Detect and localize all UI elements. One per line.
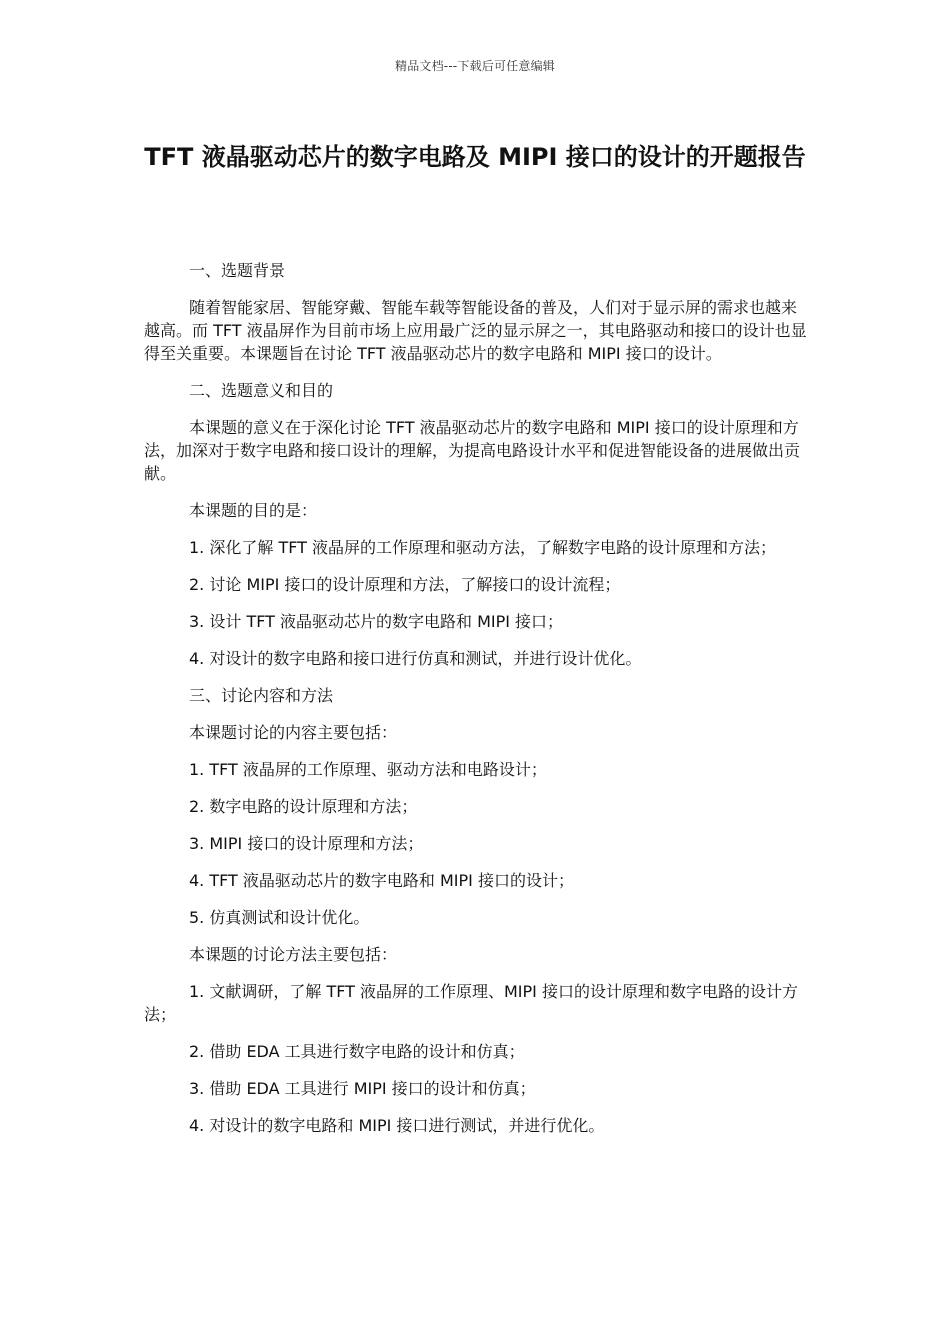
goal-item-4: 4. 对设计的数字电路和接口进行仿真和测试，并进行设计优化。 [189, 649, 642, 668]
goal-item-3: 3. 设计 TFT 液晶驱动芯片的数字电路和 MIPI 接口； [189, 612, 564, 631]
paragraph-background: 随着智能家居、智能穿戴、智能车载等智能设备的普及，人们对于显示屏的需求也越来越高。而 TFT 液晶屏作为目前市场上应用最广泛的显示屏之一，其电路驱动和接口的设计也显得至关重要。本课题旨在讨论 TFT 液晶驱动芯片的数字电路和 MIPI 接口的设计。 [144, 298, 807, 363]
paragraph-content-intro: 本课题讨论的内容主要包括： [189, 723, 398, 742]
goal-item-2: 2. 讨论 MIPI 接口的设计原理和方法，了解接口的设计流程； [189, 575, 621, 594]
method-item-1: 1. 文献调研，了解 TFT 液晶屏的工作原理、MIPI 接口的设计原理和数字电路的设计方法； [144, 982, 798, 1024]
section-heading-purpose: 二、选题意义和目的 [189, 381, 334, 400]
content-item-4: 4. TFT 液晶驱动芯片的数字电路和 MIPI 接口的设计； [189, 871, 574, 890]
content-item-1: 1. TFT 液晶屏的工作原理、驱动方法和电路设计； [189, 760, 547, 779]
document-body [144, 259, 808, 1151]
document-title: TFT 液晶驱动芯片的数字电路及 MIPI 接口的设计的开题报告 [144, 143, 806, 171]
paragraph-goals-intro: 本课题的目的是： [189, 501, 318, 520]
section-heading-content: 三、讨论内容和方法 [189, 686, 334, 705]
content-item-3: 3. MIPI 接口的设计原理和方法； [189, 834, 424, 853]
section-heading-background: 一、选题背景 [189, 261, 286, 280]
content-item-2: 2. 数字电路的设计原理和方法； [189, 797, 418, 816]
paragraph-methods-intro: 本课题的讨论方法主要包括： [189, 945, 398, 964]
method-item-4: 4. 对设计的数字电路和 MIPI 接口进行测试，并进行优化。 [189, 1116, 605, 1135]
header-note: 精品文档---下载后可任意编辑 [395, 59, 555, 73]
paragraph-significance: 本课题的意义在于深化讨论 TFT 液晶驱动芯片的数字电路和 MIPI 接口的设计原理和方法，加深对于数字电路和接口设计的理解，为提高电路设计水平和促进智能设备的进展做出贡献。 [144, 418, 801, 483]
goal-item-1: 1. 深化了解 TFT 液晶屏的工作原理和驱动方法，了解数字电路的设计原理和方法； [189, 538, 776, 557]
method-item-2: 2. 借助 EDA 工具进行数字电路的设计和仿真； [189, 1042, 525, 1061]
content-item-5: 5. 仿真测试和设计优化。 [189, 908, 370, 927]
method-item-3: 3. 借助 EDA 工具进行 MIPI 接口的设计和仿真； [189, 1079, 536, 1098]
